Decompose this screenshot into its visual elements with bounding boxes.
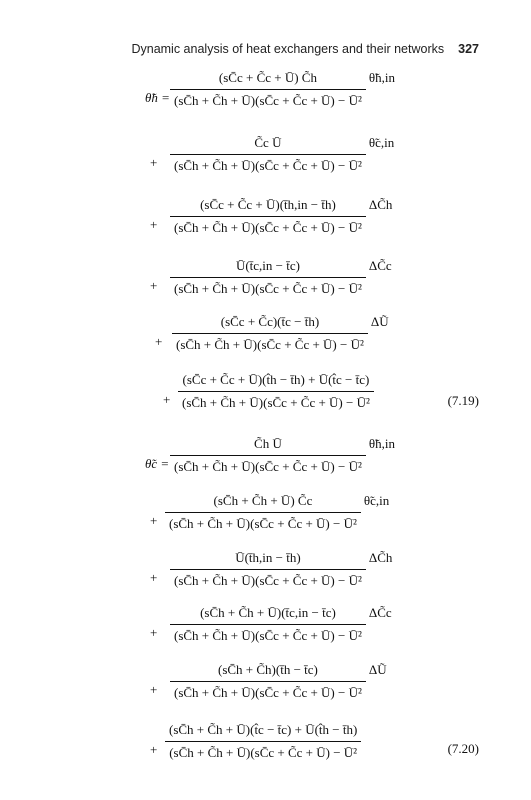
numerator: C̃c Ū [254,135,282,150]
denominator: (sC̄h + C̃h + Ū)(sC̄c + C̃c + Ū) − Ū² [172,333,368,353]
fraction [170,135,366,174]
denominator: (sC̄h + C̃h + Ū)(sC̄c + C̃c + Ū) − Ū² [170,455,366,475]
numerator: (sC̄c + C̃c + Ū)(t̄h,in − t̄h) [200,197,336,212]
equation-number: (7.19) [447,393,479,408]
multiplier: ΔC̃c [368,258,392,273]
fraction [170,70,366,109]
numerator: (sC̄c + C̃c)(t̄c − t̄h) [220,314,320,329]
fraction [170,605,366,644]
numerator: (sC̄c + C̃c + Ū) C̃h [218,70,317,85]
plus-sign: + [150,155,158,170]
plus-sign: + [150,742,158,757]
numerator: (sC̄h + C̃h)(t̄h − t̄c) [218,662,318,677]
multiplier: θ̃h,in [368,70,395,85]
equation-lhs: θ̃h = [145,90,170,105]
fraction [170,550,366,589]
denominator: (sC̄h + C̃h + Ū)(sC̄c + C̃c + Ū) − Ū² [165,512,361,532]
multiplier: ΔŨ [370,314,389,329]
fraction [165,493,361,532]
fraction [172,314,368,353]
numerator: (sC̄h + C̃h + Ū)(t̂c − t̄c) + Ū(t̂h − t̄h) [169,722,358,737]
plus-sign: + [150,217,158,232]
denominator: (sC̄h + C̃h + Ū)(sC̄c + C̃c + Ū) − Ū² [170,154,366,174]
denominator: (sC̄h + C̃h + Ū)(sC̄c + C̃c + Ū) − Ū² [170,681,366,701]
running-header [131,42,479,56]
numerator: (sC̄h + C̃h + Ū)(t̄c,in − t̄c) [200,605,336,620]
fraction [178,372,374,411]
plus-sign: + [150,682,158,697]
fraction [170,662,366,701]
denominator: (sC̄h + C̃h + Ū)(sC̄c + C̃c + Ū) − Ū² [170,624,366,644]
multiplier: θ̃h,in [368,436,395,451]
plus-sign: + [150,513,158,528]
denominator: (sC̄h + C̃h + Ū)(sC̄c + C̃c + Ū) − Ū² [170,569,366,589]
plus-sign: + [163,392,171,407]
denominator: (sC̄h + C̃h + Ū)(sC̄c + C̃c + Ū) − Ū² [170,216,366,236]
numerator: (sC̄c + C̃c + Ū)(t̂h − t̄h) + Ū(t̂c − t̄c) [182,372,370,387]
multiplier: ΔŨ [368,662,387,677]
denominator: (sC̄h + C̃h + Ū)(sC̄c + C̃c + Ū) − Ū² [170,89,366,109]
fraction [170,436,366,475]
multiplier: θ̃c,in [368,135,395,150]
numerator: C̃h Ū [254,436,282,451]
numerator: Ū(t̄c,in − t̄c) [235,258,300,273]
numerator: Ū(t̄h,in − t̄h) [235,550,301,565]
equation-lhs: θ̃c = [145,456,170,471]
denominator: (sC̄h + C̃h + Ū)(sC̄c + C̃c + Ū) − Ū² [178,391,374,411]
denominator: (sC̄h + C̃h + Ū)(sC̄c + C̃c + Ū) − Ū² [165,741,361,761]
fraction [170,258,366,297]
numerator: (sC̄h + C̃h + Ū) C̃c [213,493,313,508]
plus-sign: + [150,278,158,293]
plus-sign: + [155,334,163,349]
fraction [165,722,361,761]
equation-number: (7.20) [447,741,479,756]
denominator: (sC̄h + C̃h + Ū)(sC̄c + C̃c + Ū) − Ū² [170,277,366,297]
multiplier: ΔC̃c [368,605,392,620]
plus-sign: + [150,625,158,640]
fraction [170,197,366,236]
page-number: 327 [458,42,479,56]
multiplier: ΔC̃h [368,197,393,212]
running-title: Dynamic analysis of heat exchangers and their networks [131,42,445,56]
multiplier: θ̃c,in [363,493,390,508]
multiplier: ΔC̃h [368,550,393,565]
plus-sign: + [150,570,158,585]
